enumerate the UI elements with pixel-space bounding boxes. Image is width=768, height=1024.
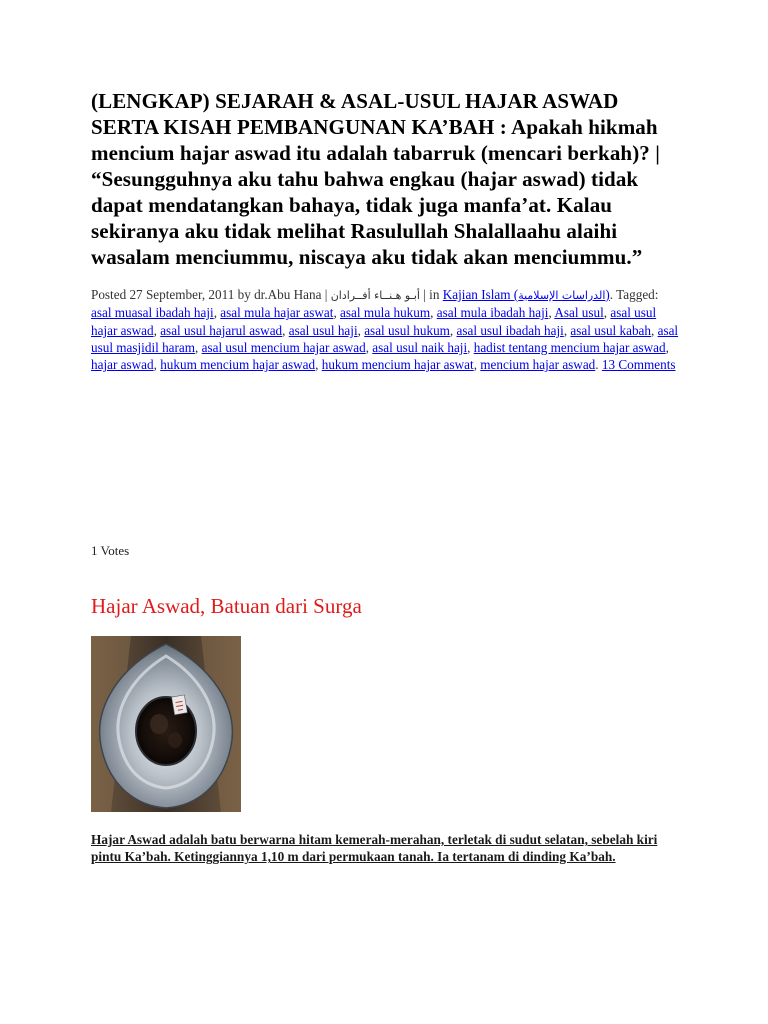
tag-separator: . xyxy=(595,357,602,373)
tag-link[interactable]: asal usul hajar aswad xyxy=(91,305,657,338)
author-name: أبـو هـنــاء أفــرادان xyxy=(330,289,420,302)
tag-link[interactable]: asal usul masjidil haram xyxy=(91,322,679,355)
tag-separator: , xyxy=(153,322,161,338)
votes-count: 1 Votes xyxy=(91,543,130,558)
tag-separator: , xyxy=(333,305,341,321)
tag-separator: , xyxy=(473,357,481,373)
comments-link[interactable]: 13 Comments xyxy=(601,357,676,373)
tag-separator: , xyxy=(467,339,474,355)
tag-link[interactable]: asal mula hukum xyxy=(340,305,431,321)
tag-separator: , xyxy=(651,322,658,338)
tag-separator: , xyxy=(430,305,437,321)
tagged-label: . Tagged: xyxy=(609,287,659,302)
tag-separator: , xyxy=(563,322,571,338)
tag-separator: , xyxy=(449,322,457,338)
tag-link[interactable]: asal usul haji xyxy=(288,322,358,338)
tag-list xyxy=(91,305,678,372)
tag-link[interactable]: asal usul ibadah haji xyxy=(456,322,564,338)
in-separator: | in xyxy=(419,287,443,302)
section-heading: Hajar Aswad, Batuan dari Surga xyxy=(91,594,362,618)
tag-link[interactable]: Asal usul xyxy=(554,305,604,321)
tag-link[interactable]: asal muasal ibadah haji xyxy=(91,305,214,321)
tag-link[interactable]: asal mula hajar aswat xyxy=(220,305,334,321)
posted-info: Posted 27 September, 2011 by dr.Abu Hana | xyxy=(91,287,331,302)
tag-separator: , xyxy=(282,322,289,338)
tag-link[interactable]: asal usul naik haji xyxy=(372,339,468,355)
tag-separator: , xyxy=(315,357,322,373)
tag-separator: , xyxy=(603,305,611,321)
tag-link[interactable]: hajar aswad xyxy=(91,357,154,373)
post-container xyxy=(91,88,681,865)
tag-link[interactable]: hukum mencium hajar aswat xyxy=(321,357,474,373)
tag-separator: , xyxy=(665,339,669,355)
tag-link[interactable]: mencium hajar aswad xyxy=(480,357,596,373)
tag-separator: , xyxy=(548,305,555,321)
section-caption: Hajar Aswad adalah batu berwarna hitam kemerah-merahan, terletak di sudut selatan, sebelah kiri pintu Ka’bah. Ketinggiannya 1,10 m dari permukaan tanah. Ia tertanam di dinding Ka’bah. xyxy=(91,832,658,865)
category-link[interactable]: Kajian Islam (الدراسات الإسلامية) xyxy=(442,287,610,302)
tag-link[interactable]: asal mula ibadah haji xyxy=(436,305,549,321)
tag-link[interactable]: asal usul kabah xyxy=(570,322,651,338)
hajar-aswad-image xyxy=(91,636,241,812)
tag-separator: , xyxy=(365,339,373,355)
tag-link[interactable]: asal usul hajarul aswad xyxy=(160,322,283,338)
tag-separator: , xyxy=(357,322,365,338)
tag-link[interactable]: hadist tentang mencium hajar aswad xyxy=(473,339,666,355)
post-meta xyxy=(91,286,681,373)
post-title: (LENGKAP) SEJARAH & ASAL-USUL HAJAR ASWAD SERTA KISAH PEMBANGUNAN KA’BAH : Apakah hikmah mencium hajar aswad itu adalah tabarruk (mencari berkah)? | “Sesungguhnya aku tahu bahwa engkau (hajar aswad) tidak dapat mendatangkan bahaya, tidak juga manfa’at. Kalau sekiranya aku tidak melihat Rasulullah Shalallaahu alaihi wasalam menciummu, niscaya aku tidak akan menciummu.” xyxy=(91,89,660,269)
tag-link[interactable]: hukum mencium hajar aswad xyxy=(160,357,316,373)
tag-separator: , xyxy=(195,339,202,355)
tag-separator: , xyxy=(153,357,161,373)
tag-separator: , xyxy=(213,305,221,321)
tag-link[interactable]: asal usul mencium hajar aswad xyxy=(201,339,366,355)
tag-link[interactable]: asal usul hukum xyxy=(364,322,450,338)
